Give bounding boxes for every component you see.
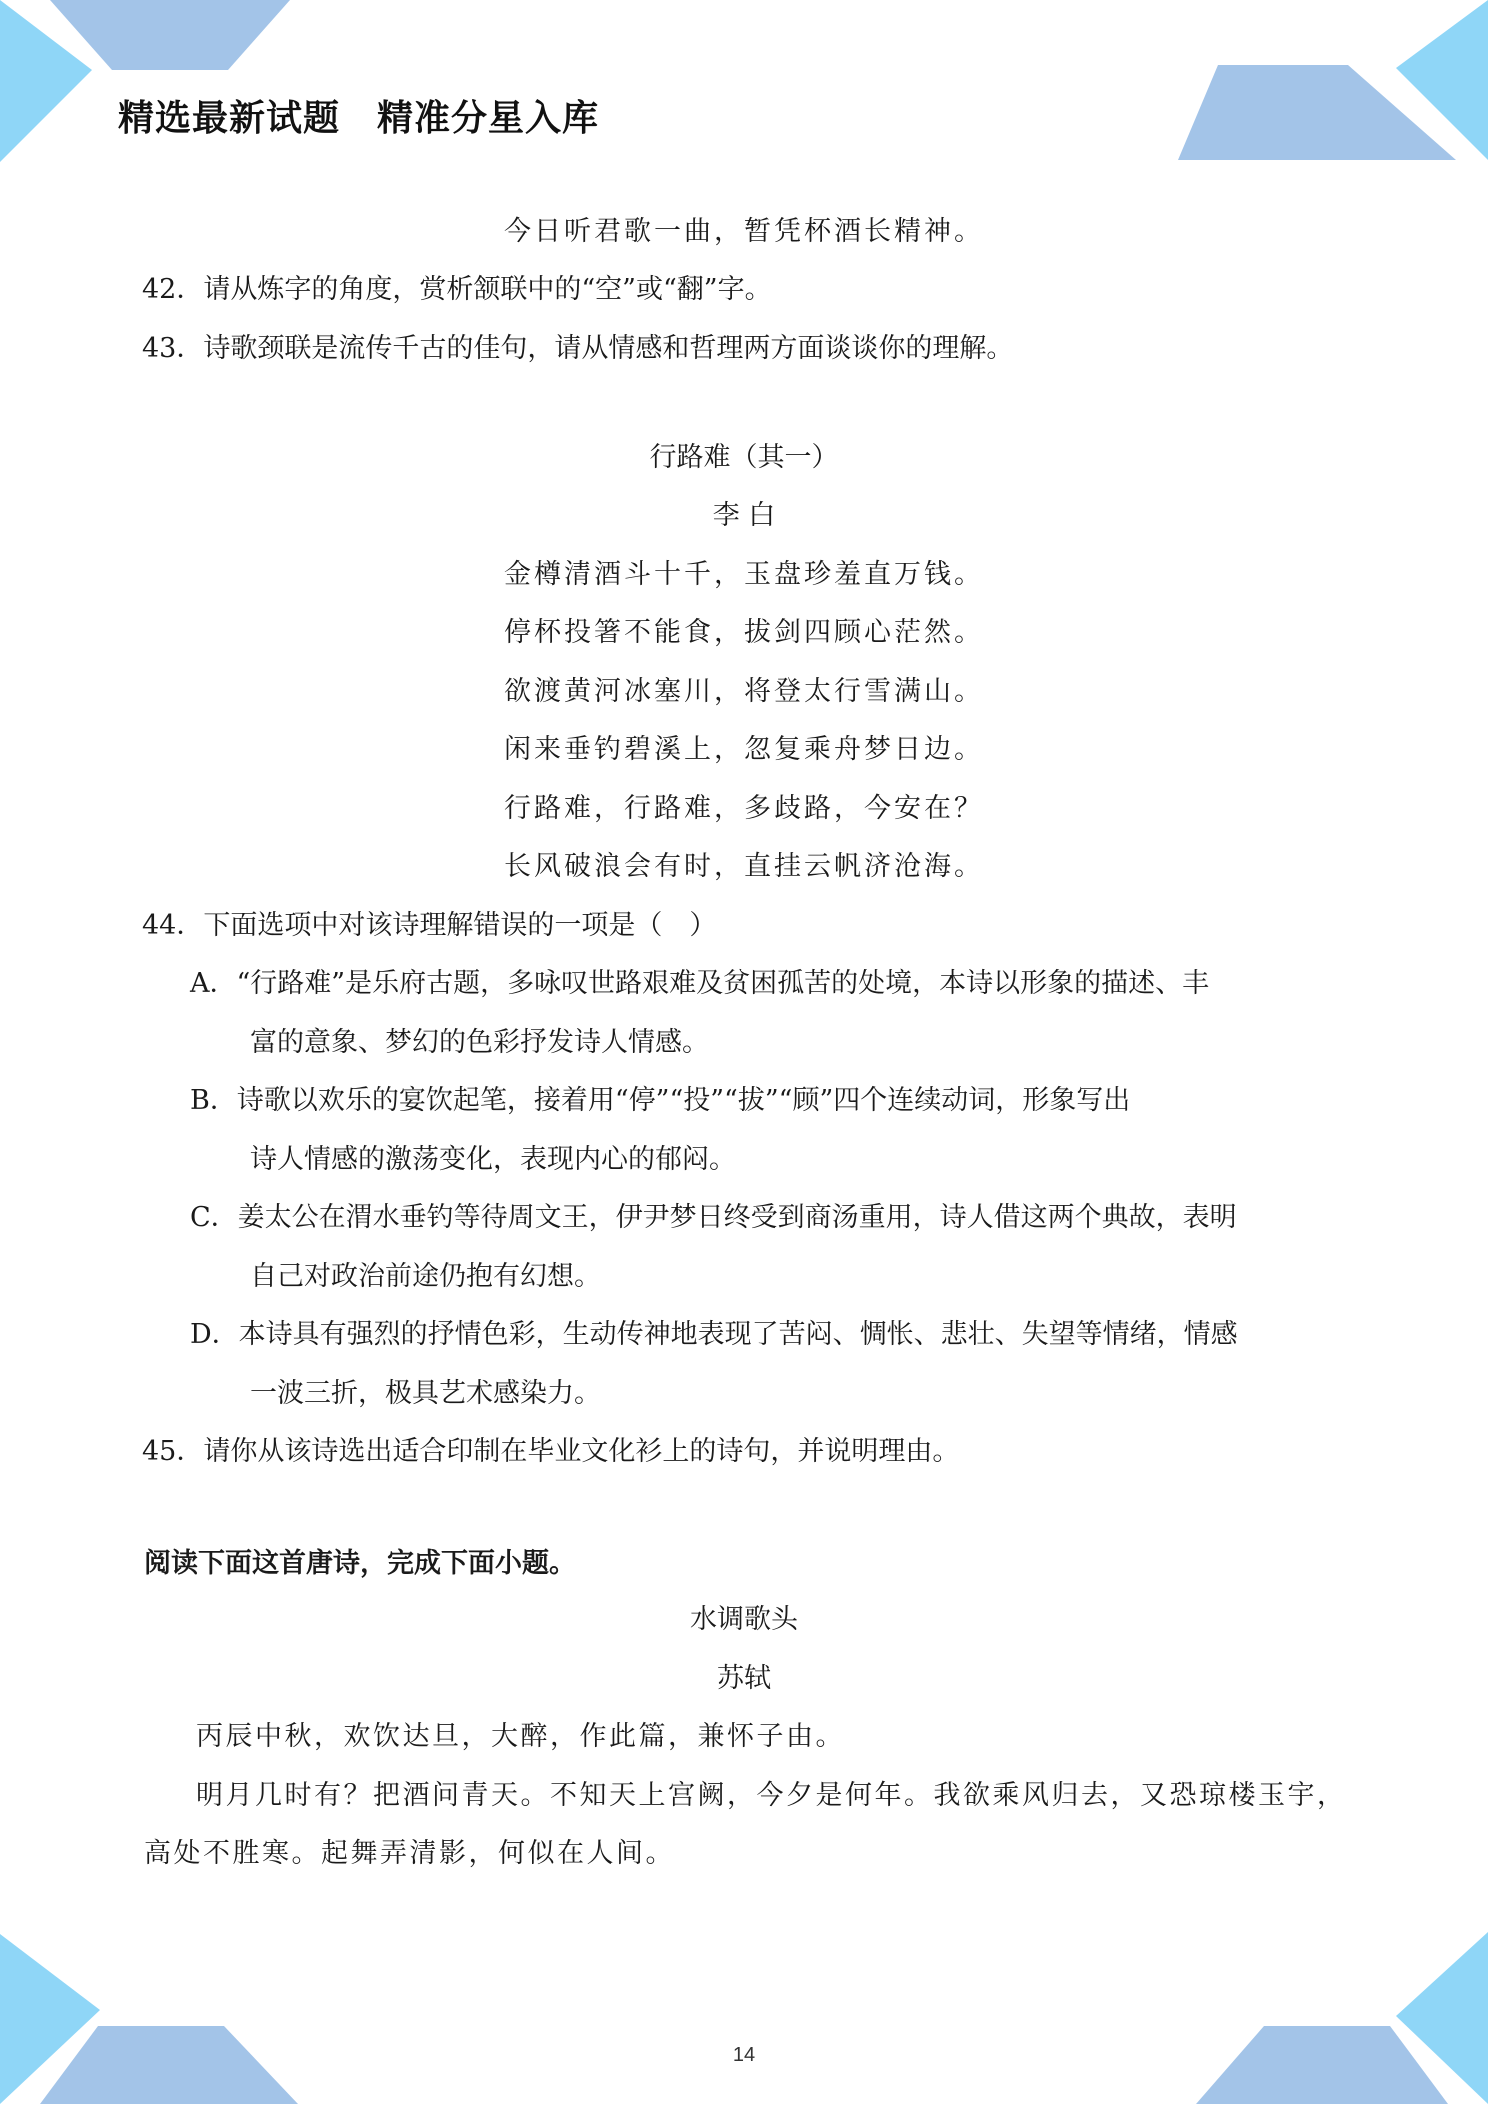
page-number: 14: [732, 2044, 756, 2066]
question-45: 45．请你从该诗选出适合印制在毕业文化衫上的诗句，并说明理由。: [142, 1436, 960, 1467]
poem-preface: 丙辰中秋，欢饮达旦，大醉，作此篇，兼怀子由。: [196, 1721, 845, 1752]
poem-line: 今日听君歌一曲，暂凭杯酒长精神。: [504, 216, 984, 247]
option-d: D．本诗具有强烈的抒情色彩，生动传神地表现了苦闷、惆怅、悲壮、失望等情绪，情感: [190, 1319, 1238, 1350]
question-42: 42．请从炼字的角度，赏析颔联中的“空”或“翻”字。: [142, 274, 772, 305]
poem-line: 行路难，行路难，多歧路，今安在？: [504, 793, 984, 824]
poem-author: 李 白: [712, 500, 776, 531]
option-a: A．“行路难”是乐府古题，多咏叹世路艰难及贫困孤苦的处境，本诗以形象的描述、丰: [190, 968, 1210, 999]
poem-line: 欲渡黄河冰塞川，将登太行雪满山。: [504, 676, 984, 707]
option-b: B．诗歌以欢乐的宴饮起笔，接着用“停”“投”“拔”“顾”四个连续动词，形象写出: [190, 1085, 1131, 1116]
poem-line: 闲来垂钓碧溪上，忽复乘舟梦日边。: [504, 734, 984, 765]
option-a-continued: 富的意象、梦幻的色彩抒发诗人情感。: [250, 1027, 709, 1058]
option-c: C．姜太公在渭水垂钓等待周文王，伊尹梦日终受到商汤重用，诗人借这两个典故，表明: [190, 1202, 1237, 1233]
top-left-band: [50, 0, 290, 70]
poem-title: 行路难（其一）: [649, 442, 839, 473]
poem-title: 水调歌头: [690, 1604, 798, 1635]
question-43: 43．诗歌颈联是流传千古的佳句，请从情感和哲理两方面谈谈你的理解。: [142, 333, 1014, 364]
header-title: 精选最新试题 精准分星入库: [118, 98, 600, 139]
reading-instruction: 阅读下面这首唐诗，完成下面小题。: [144, 1548, 576, 1579]
question-44: 44．下面选项中对该诗理解错误的一项是（ ）: [142, 910, 717, 941]
option-c-continued: 自己对政治前途仍抱有幻想。: [250, 1261, 601, 1292]
poem-paragraph: 明月几时有？把酒问青天。不知天上宫阙，今夕是何年。我欲乘风归去，又恐琼楼玉宇，: [196, 1780, 1347, 1811]
poem-paragraph-continued: 高处不胜寒。起舞弄清影，何似在人间。: [144, 1838, 675, 1869]
poem-author: 苏轼: [717, 1663, 771, 1694]
poem-line: 停杯投箸不能食，拔剑四顾心茫然。: [504, 617, 984, 648]
poem-line: 金樽清酒斗十千，玉盘珍羞直万钱。: [504, 559, 984, 590]
poem-line: 长风破浪会有时，直挂云帆济沧海。: [504, 851, 984, 882]
option-b-continued: 诗人情感的激荡变化，表现内心的郁闷。: [250, 1144, 736, 1175]
option-d-continued: 一波三折，极具艺术感染力。: [250, 1378, 601, 1409]
